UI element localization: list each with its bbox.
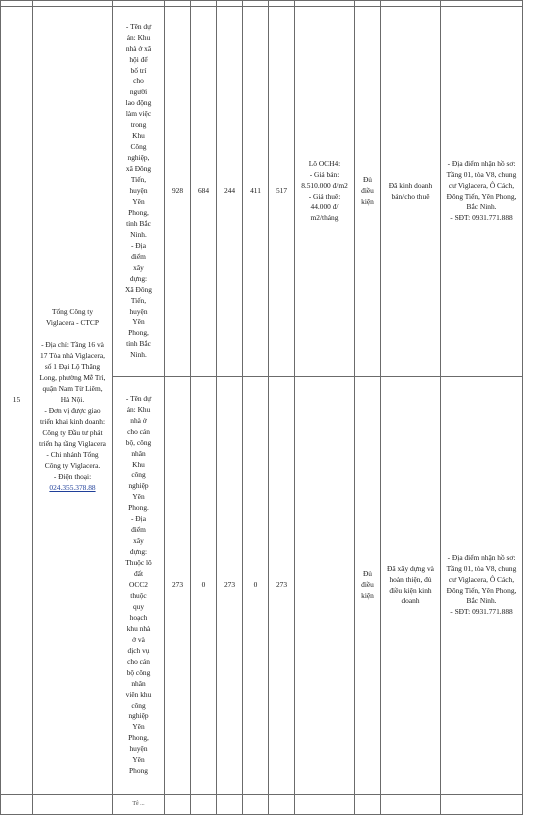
value-cell-1: 928	[165, 7, 191, 377]
value-cell-4: 411	[243, 7, 269, 377]
status-cell: Đã kinh doanh bán/cho thuê	[381, 7, 441, 377]
condition-cell: Đủ điều kiện	[355, 377, 381, 795]
status-cell: Đã xây dựng và hoàn thiện, đủ điều kiện kinh doanh	[381, 377, 441, 795]
value-cell-3: 244	[217, 7, 243, 377]
project-description-cell: - Tên dự án: Khu nhà ở cho cán bộ, công nhân Khu công nghiệp Yên Phong. - Địa điểm xây dựng: Thuộc lô đất OCC2 thuộc quy hoạch khu nhà ở và dịch vụ cho cán bộ công nhân viên khu công nghiệp Yên Phong, huyện Yên Phong	[113, 377, 165, 795]
project-description-cell: - Tên dự án: Khu nhà ở xã hội để bố trí cho người lao động làm việc trong Khu Công nghiệp, xã Đông Tiến, huyện Yên Phong, tỉnh Bắc Ninh. - Địa điểm xây dựng: Xã Đông Tiến, huyện Yên Phong, tỉnh Bắc Ninh.	[113, 7, 165, 377]
condition-cell: Đủ điều kiện	[355, 7, 381, 377]
next-row-stub: Tê ...	[113, 795, 165, 815]
price-cell: Lô OCH4: - Giá bán: 8.510.000 đ/m2 - Giá thuê: 44.000 đ/ m2/tháng	[295, 7, 355, 377]
investor-name: Tổng Công ty Viglacera - CTCP	[46, 307, 99, 328]
contact-cell: - Địa điểm nhận hồ sơ: Tầng 01, tòa V8, chung cư Viglacera, Ô Cách, Đông Tiến, Yên Phong, Bắc Ninh. - SĐT: 0931.771.888	[441, 377, 523, 795]
investor-phone-link[interactable]: 024.355.378.88	[49, 482, 96, 492]
value-cell-5: 517	[269, 7, 295, 377]
table-row	[1, 7, 523, 377]
contact-cell: - Địa điểm nhận hồ sơ: Tầng 01, tòa V8, chung cư Viglacera, Ô Cách, Đông Tiến, Yên Phong, Bắc Ninh. - SĐT: 0931.771.888	[441, 7, 523, 377]
investor-cell	[33, 7, 113, 795]
value-cell-2: 684	[191, 7, 217, 377]
investor-details: - Địa chỉ: Tầng 16 và 17 Tòa nhà Viglacera, số 1 Đại Lộ Thăng Long, phường Mễ Trì, quận Nam Từ Liêm, Hà Nội. - Đơn vị được giao triển khai kinh doanh: Công ty Đầu tư phát triển hạ tầng Viglacera - Chi nhánh Tổng Công ty Viglacera. - Điện thoại:	[39, 340, 106, 481]
value-cell-4: 0	[243, 377, 269, 795]
value-cell-2: 0	[191, 377, 217, 795]
table-row-next	[1, 795, 523, 815]
value-cell-1: 273	[165, 377, 191, 795]
price-cell	[295, 377, 355, 795]
value-cell-3: 273	[217, 377, 243, 795]
stt-cell: 15	[1, 7, 33, 795]
value-cell-5: 273	[269, 377, 295, 795]
